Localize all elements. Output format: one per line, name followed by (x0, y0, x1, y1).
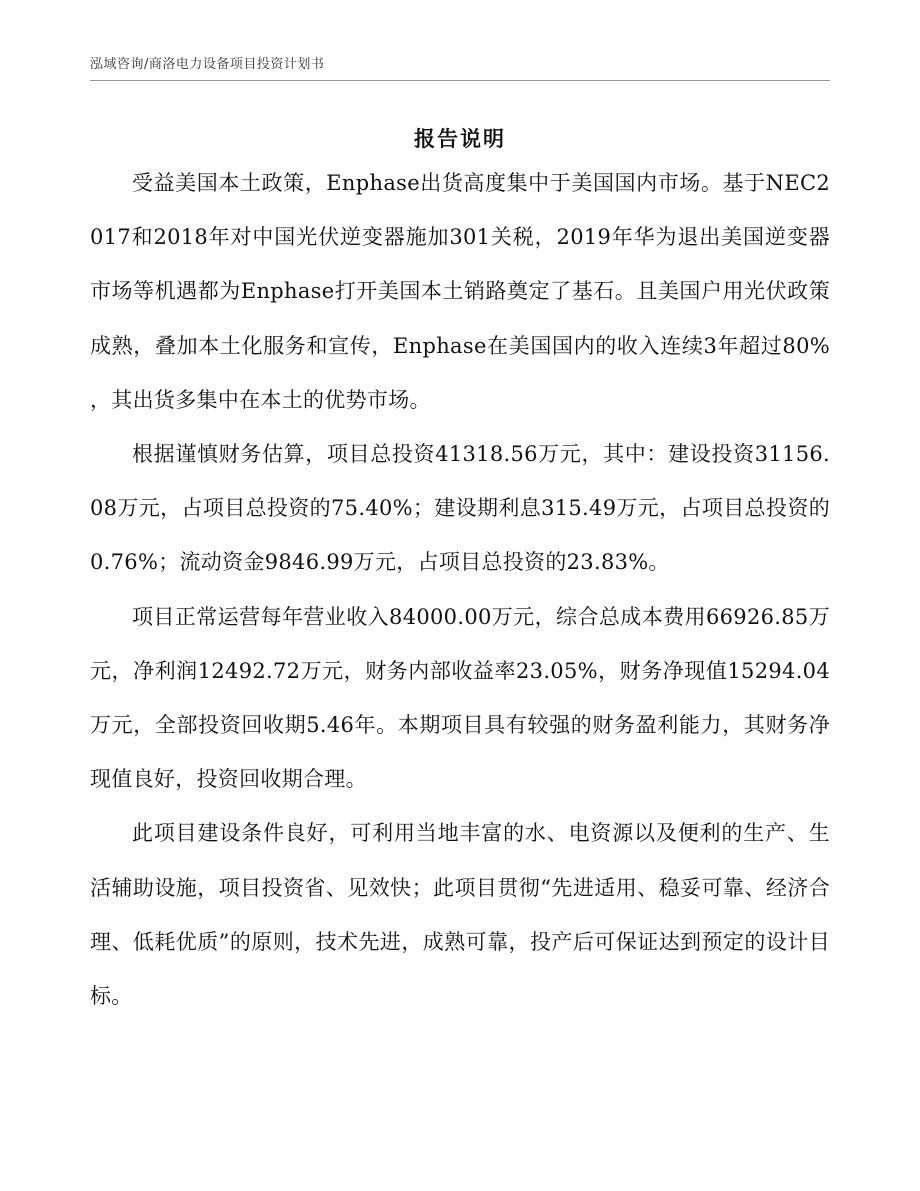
report-body (90, 156, 830, 1023)
running-header: 泓域咨询/商洛电力设备项目投资计划书 (90, 57, 325, 72)
section-title: 报告说明 (414, 127, 506, 151)
header-divider (90, 80, 830, 81)
paragraph-market-background: 受益美国本土政策，Enphase出货高度集中于美国国内市场。基于NEC2017和2018年对中国光伏逆变器施加301关税，2019年华为退出美国逆变器市场等机遇都为Enphase打开美国本土销路奠定了基石。且美国户用光伏政策成熟，叠加本土化服务和宣传，Enphase在美国国内的收入连续3年超过80%，其出货多集中在本土的优势市场。 (90, 171, 830, 412)
paragraph-financial-returns: 项目正常运营每年营业收入84000.00万元，综合总成本费用66926.85万元，净利润12492.72万元，财务内部收益率23.05%，财务净现值15294.04万元，全部投资回收期5.46年。本期项目具有较强的财务盈利能力，其财务净现值良好，投资回收期合理。 (90, 604, 830, 792)
paragraph-project-conditions: 此项目建设条件良好，可利用当地丰富的水、电资源以及便利的生产、生活辅助设施，项目投资省、见效快；此项目贯彻“先进适用、稳妥可靠、经济合理、低耗优质”的原则，技术先进，成熟可靠，投产后可保证达到预定的设计目标。 (90, 821, 830, 1009)
paragraph-investment-estimate: 根据谨慎财务估算，项目总投资41318.56万元，其中：建设投资31156.08万元，占项目总投资的75.40%；建设期利息315.49万元，占项目总投资的0.76%；流动资金9846.99万元，占项目总投资的23.83%。 (90, 442, 830, 575)
